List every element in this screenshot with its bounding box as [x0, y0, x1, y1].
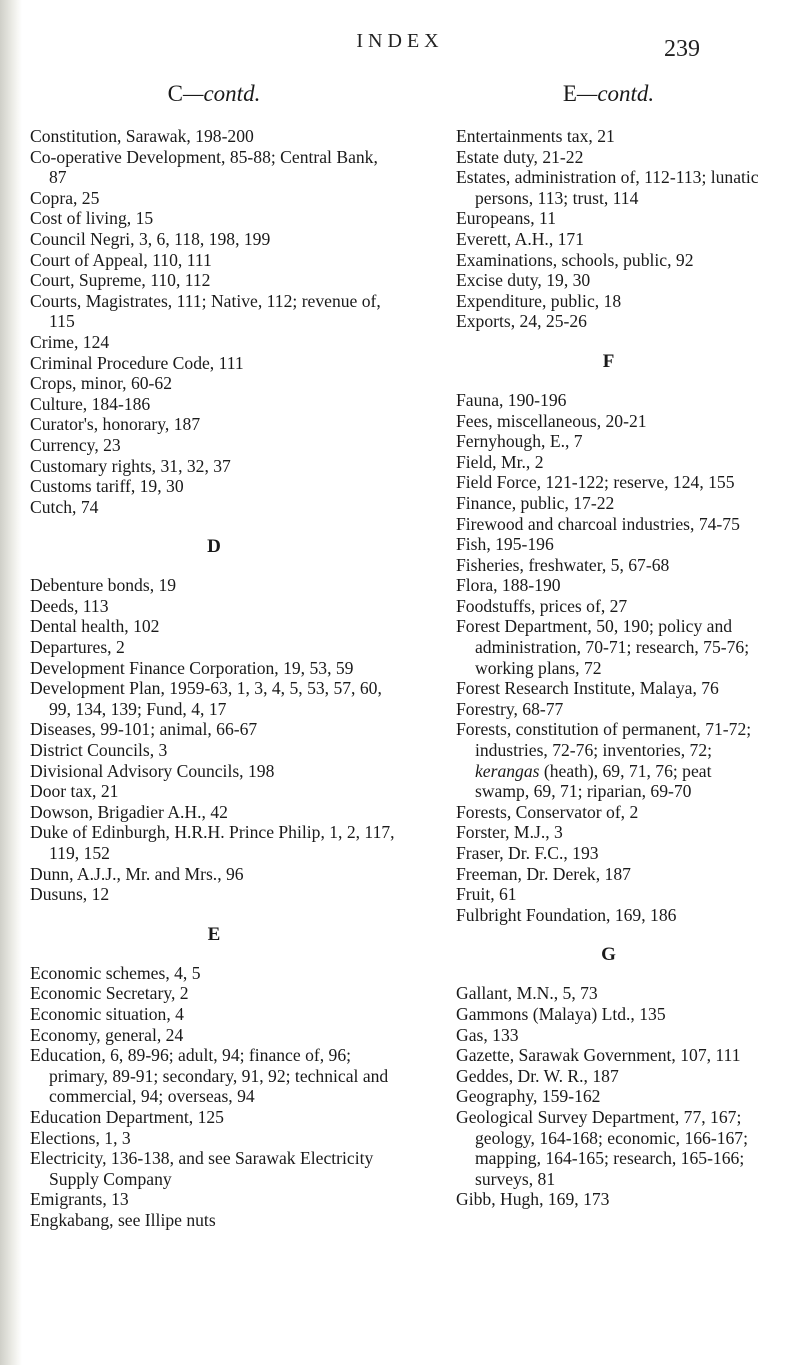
index-entry: Debenture bonds, 19 — [30, 575, 177, 596]
index-entry: Crime, 124 — [30, 331, 110, 352]
index-entry: Fraser, Dr. F.C., 193 — [456, 843, 599, 863]
index-entry: Culture, 184-186 — [30, 393, 151, 414]
index-entry: Field, Mr., 2 — [456, 451, 544, 472]
index-entry: Economy, general, 24 — [30, 1024, 184, 1045]
column-heading — [30, 80, 398, 108]
index-entry: Co-operative Development, 85-88; Central Bank, 87 — [30, 146, 378, 188]
index-entry: Expenditure, public, 18 — [456, 290, 622, 311]
index-entry: Finance, public, 17-22 — [456, 492, 615, 513]
index-entry: Forest Research Institute, Malaya, 76 — [456, 678, 719, 699]
italic-term: kerangas — [475, 760, 540, 781]
index-entry: Gazette, Sarawak Government, 107, 111 — [456, 1045, 741, 1066]
index-entry: Courts, Magistrates, 111; Native, 112; revenue of, 115 — [30, 290, 381, 332]
index-letter-heading: D — [207, 536, 221, 558]
index-entry: Everett, A.H., 171 — [456, 228, 585, 249]
index-entry: Europeans, 11 — [456, 208, 556, 229]
index-entry: Dental health, 102 — [30, 616, 160, 637]
index-entry: Forster, M.J., 3 — [456, 822, 563, 843]
index-entry: Economic schemes, 4, 5 — [30, 962, 201, 983]
index-entry: Door tax, 21 — [30, 781, 119, 802]
index-entry-list — [30, 126, 398, 517]
index-entry: Deeds, 113 — [30, 595, 109, 616]
index-entry: Curator's, honorary, 187 — [30, 414, 201, 435]
index-entry: Estate duty, 21-22 — [456, 146, 584, 167]
index-entry: Gammons (Malaya) Ltd., 135 — [456, 1003, 666, 1024]
index-entry: Examinations, schools, public, 92 — [456, 249, 694, 270]
column-heading-contd: —contd. — [576, 81, 655, 106]
index-entry: Flora, 188-190 — [456, 575, 561, 596]
index-entry: Field Force, 121-122; reserve, 124, 155 — [456, 472, 735, 493]
index-entry: Elections, 1, 3 — [30, 1127, 131, 1148]
index-entry: Fees, miscellaneous, 20-21 — [456, 410, 647, 431]
index-entry: Court, Supreme, 110, 112 — [30, 270, 211, 291]
index-entry: Cutch, 74 — [30, 496, 99, 517]
index-entry: Crops, minor, 60-62 — [30, 373, 172, 394]
index-entry-list — [456, 390, 761, 925]
page-number: 239 — [664, 36, 700, 62]
index-entry: Customs tariff, 19, 30 — [30, 476, 184, 497]
index-entry: Education Department, 125 — [30, 1106, 224, 1127]
index-entry: Engkabang, see Illipe nuts — [30, 1209, 216, 1230]
index-entry: Forests, constitution of permanent, 71-72; industries, 72-76; inventories, 72; kerangas (heath), 69, 71, 76; peat swamp, 69, 71; riparian, 69-70 — [456, 719, 752, 802]
running-head: INDEX — [356, 30, 444, 52]
index-letter-heading: G — [601, 944, 616, 966]
column-heading-letter: E — [562, 81, 577, 106]
index-entry: Economic Secretary, 2 — [30, 983, 189, 1004]
index-entry: Gallant, M.N., 5, 73 — [456, 983, 598, 1004]
index-letter-heading: F — [602, 350, 615, 372]
index-entry: Council Negri, 3, 6, 118, 198, 199 — [30, 228, 271, 249]
index-column-right — [456, 80, 761, 1210]
index-entry: Estates, administration of, 112-113; lunatic persons, 113; trust, 114 — [456, 167, 759, 208]
index-entry: Excise duty, 19, 30 — [456, 270, 591, 291]
column-heading-contd: —contd. — [183, 81, 261, 106]
column-heading — [456, 80, 761, 108]
index-entry: Education, 6, 89-96; adult, 94; finance of, 96; primary, 89-91; secondary, 91, 92; technical and commercial, 94; overseas, 94 — [30, 1045, 389, 1107]
index-entry: Dusuns, 12 — [30, 884, 110, 905]
index-entry: Geological Survey Department, 77, 167; geology, 164-168; economic, 166-167; mapping, 164-165; research, 165-166; surveys, 81 — [456, 1106, 748, 1189]
index-entry: Development Plan, 1959-63, 1, 3, 4, 5, 53, 57, 60, 99, 134, 139; Fund, 4, 17 — [30, 678, 382, 719]
index-entry: Departures, 2 — [30, 637, 125, 658]
index-entry: Forests, Conservator of, 2 — [456, 801, 639, 822]
index-entry: Fish, 195-196 — [456, 534, 554, 555]
index-entry: Economic situation, 4 — [30, 1003, 184, 1024]
index-entry: Gibb, Hugh, 169, 173 — [456, 1189, 610, 1210]
index-entry-list — [456, 983, 761, 1210]
index-entry: Fulbright Foundation, 169, 186 — [456, 904, 677, 925]
column-heading-letter: C — [167, 81, 184, 106]
index-entry: Forest Department, 50, 190; policy and administration, 70-71; research, 75-76; working plans, 72 — [456, 616, 750, 678]
index-column-left — [30, 80, 398, 1231]
index-entry: Foodstuffs, prices of, 27 — [456, 595, 628, 616]
index-entry: Constitution, Sarawak, 198-200 — [30, 126, 254, 146]
index-entry: Criminal Procedure Code, 111 — [30, 352, 244, 373]
index-entry: Firewood and charcoal industries, 74-75 — [456, 513, 740, 534]
index-entry: Development Finance Corporation, 19, 53, 59 — [30, 657, 354, 678]
index-entry: Dunn, A.J.J., Mr. and Mrs., 96 — [30, 863, 244, 884]
index-entry: Geddes, Dr. W. R., 187 — [456, 1065, 619, 1086]
index-entry: Fernyhough, E., 7 — [456, 431, 583, 452]
index-entry: Fisheries, freshwater, 5, 67-68 — [456, 554, 670, 575]
index-entry: Cost of living, 15 — [30, 208, 154, 229]
index-entry-list — [30, 575, 398, 905]
index-entry: Electricity, 136-138, and see Sarawak Electricity Supply Company — [30, 1148, 374, 1189]
index-entry: Duke of Edinburgh, H.R.H. Prince Philip, 1, 2, 117, 119, 152 — [30, 822, 395, 863]
index-entry: Customary rights, 31, 32, 37 — [30, 455, 231, 476]
index-entry: Freeman, Dr. Derek, 187 — [456, 863, 631, 884]
index-entry: Diseases, 99-101; animal, 66-67 — [30, 719, 258, 740]
index-letter-heading: E — [207, 923, 221, 945]
index-entry: Copra, 25 — [30, 187, 100, 208]
index-entry-list — [456, 126, 761, 332]
index-entry: Exports, 24, 25-26 — [456, 311, 587, 332]
index-entry: Emigrants, 13 — [30, 1189, 129, 1210]
index-entry: Forestry, 68-77 — [456, 698, 564, 719]
index-entry: Court of Appeal, 110, 111 — [30, 249, 212, 270]
index-entry: District Councils, 3 — [30, 740, 168, 761]
index-entry: Entertainments tax, 21 — [456, 126, 615, 146]
index-entry: Dowson, Brigadier A.H., 42 — [30, 801, 228, 822]
page-gutter-shadow — [0, 0, 22, 1365]
index-entry: Fruit, 61 — [456, 884, 517, 905]
index-entry: Fauna, 190-196 — [456, 389, 567, 410]
index-entry: Geography, 159-162 — [456, 1086, 601, 1107]
index-entry: Divisional Advisory Councils, 198 — [30, 760, 275, 781]
index-entry: Gas, 133 — [456, 1024, 519, 1045]
index-entry: Currency, 23 — [30, 434, 121, 455]
index-entry-list — [30, 963, 398, 1231]
